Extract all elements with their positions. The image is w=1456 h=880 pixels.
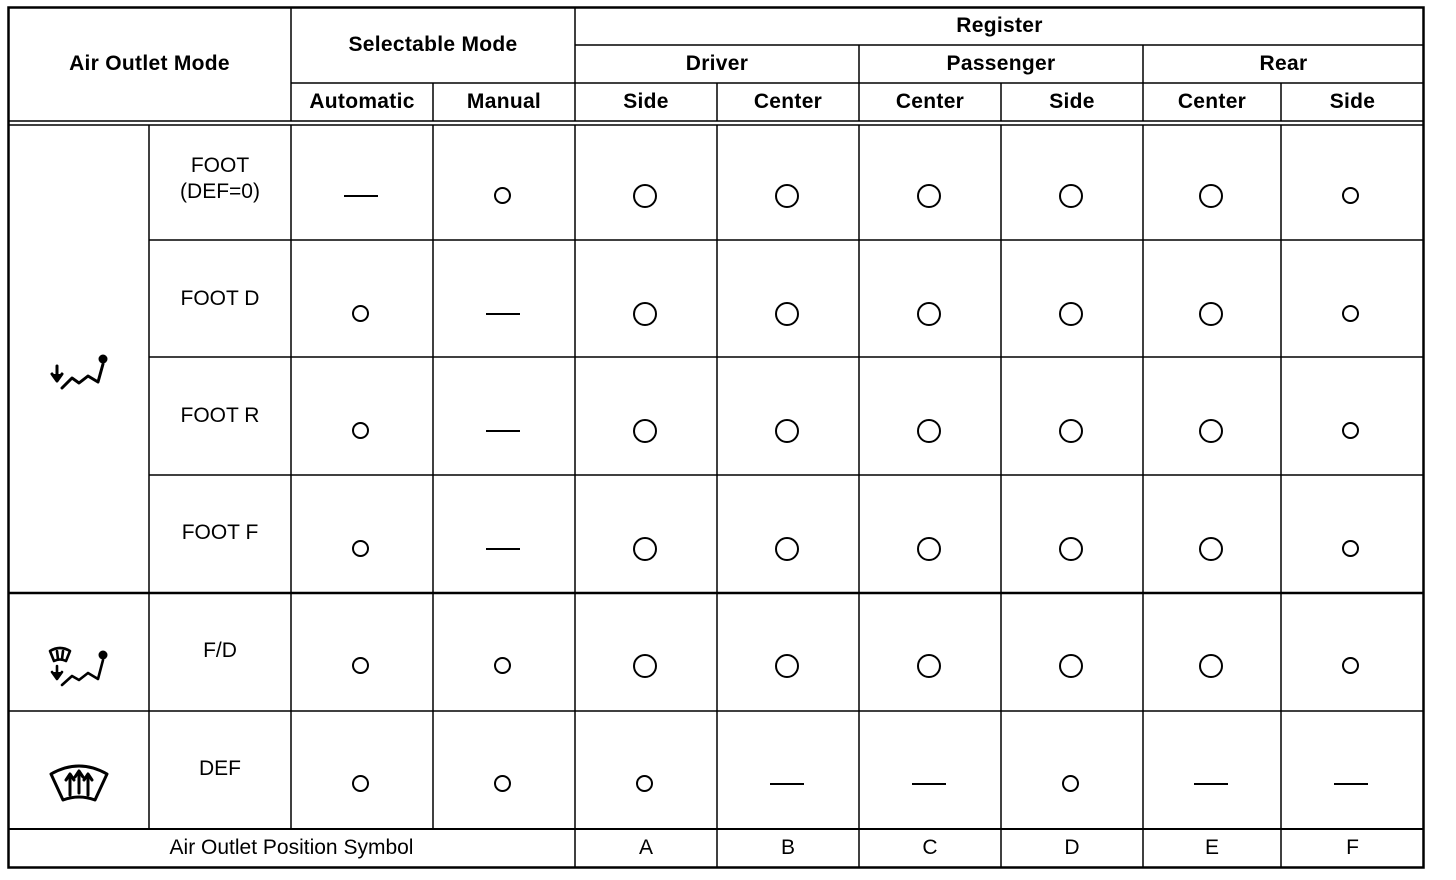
- position-symbol-f: F: [1346, 836, 1359, 859]
- register-mark-large-circle: [1059, 184, 1083, 208]
- passenger-center-header: Center: [895, 90, 965, 113]
- register-mark-large-circle: [775, 302, 799, 326]
- register-mark-large-circle: [633, 654, 657, 678]
- register-mark-small-circle: [1342, 187, 1359, 204]
- register-mark-large-circle: [917, 184, 941, 208]
- register-mark-large-circle: [1199, 537, 1223, 561]
- automatic-mark-dash: [344, 195, 378, 197]
- selectable-mode-header: Selectable Mode: [348, 33, 518, 56]
- register-mark-small-circle: [1062, 775, 1079, 792]
- register-mark-large-circle: [917, 302, 941, 326]
- automatic-mark-small-circle: [352, 305, 369, 322]
- defrost-mode-icon: [48, 762, 110, 806]
- register-mark-small-circle: [1342, 657, 1359, 674]
- foot-defrost-mode-icon: [46, 646, 110, 688]
- manual-mark-dash: [486, 430, 520, 432]
- register-mark-dash: [770, 783, 804, 785]
- register-mark-large-circle: [1199, 184, 1223, 208]
- mode-name-foot-f: FOOT F: [181, 521, 259, 544]
- position-symbol-a: A: [638, 836, 653, 859]
- position-symbol-e: E: [1204, 836, 1219, 859]
- mode-name-def: DEF: [199, 757, 241, 780]
- register-mark-large-circle: [917, 654, 941, 678]
- register-mark-small-circle: [1342, 305, 1359, 322]
- register-mark-large-circle: [1199, 302, 1223, 326]
- register-mark-small-circle: [1342, 540, 1359, 557]
- rear-center-header: Center: [1177, 90, 1247, 113]
- register-mark-large-circle: [1199, 419, 1223, 443]
- automatic-header: Automatic: [309, 90, 415, 113]
- manual-mark-dash: [486, 313, 520, 315]
- manual-mark-dash: [486, 548, 520, 550]
- mode-name-foot-r: FOOT R: [180, 404, 260, 427]
- register-mark-dash: [912, 783, 946, 785]
- position-symbol-c: C: [922, 836, 938, 859]
- air-outlet-position-symbol-label: Air Outlet Position Symbol: [169, 836, 414, 859]
- register-mark-small-circle: [636, 775, 653, 792]
- passenger-side-header: Side: [1049, 90, 1095, 113]
- mode-name-foot-def0: FOOT (DEF=0): [180, 154, 260, 203]
- position-symbol-b: B: [780, 836, 795, 859]
- driver-header: Driver: [685, 52, 749, 75]
- manual-mark-small-circle: [494, 657, 511, 674]
- manual-mark-small-circle: [494, 187, 511, 204]
- register-mark-large-circle: [1059, 654, 1083, 678]
- register-mark-large-circle: [1059, 302, 1083, 326]
- automatic-mark-small-circle: [352, 422, 369, 439]
- manual-mark-small-circle: [494, 775, 511, 792]
- air-outlet-mode-header: Air Outlet Mode: [69, 52, 230, 75]
- register-mark-large-circle: [1199, 654, 1223, 678]
- mode-name-foot-d: FOOT D: [180, 287, 260, 310]
- register-header: Register: [956, 14, 1043, 37]
- foot-mode-icon: [48, 352, 110, 392]
- register-mark-large-circle: [917, 419, 941, 443]
- automatic-mark-small-circle: [352, 775, 369, 792]
- register-mark-large-circle: [633, 184, 657, 208]
- register-mark-large-circle: [775, 537, 799, 561]
- register-mark-large-circle: [1059, 419, 1083, 443]
- register-mark-large-circle: [633, 537, 657, 561]
- register-mark-large-circle: [633, 302, 657, 326]
- rear-header: Rear: [1259, 52, 1308, 75]
- register-mark-large-circle: [917, 537, 941, 561]
- register-mark-large-circle: [775, 184, 799, 208]
- register-mark-large-circle: [633, 419, 657, 443]
- register-mark-large-circle: [775, 654, 799, 678]
- register-mark-dash: [1194, 783, 1228, 785]
- register-mark-large-circle: [1059, 537, 1083, 561]
- passenger-header: Passenger: [946, 52, 1056, 75]
- automatic-mark-small-circle: [352, 540, 369, 557]
- position-symbol-d: D: [1064, 836, 1080, 859]
- register-mark-dash: [1334, 783, 1368, 785]
- register-mark-large-circle: [775, 419, 799, 443]
- driver-side-header: Side: [623, 90, 669, 113]
- automatic-mark-small-circle: [352, 657, 369, 674]
- driver-center-header: Center: [753, 90, 823, 113]
- manual-header: Manual: [466, 90, 542, 113]
- rear-side-header: Side: [1329, 90, 1376, 113]
- register-mark-small-circle: [1342, 422, 1359, 439]
- mode-name-fd: F/D: [203, 639, 237, 662]
